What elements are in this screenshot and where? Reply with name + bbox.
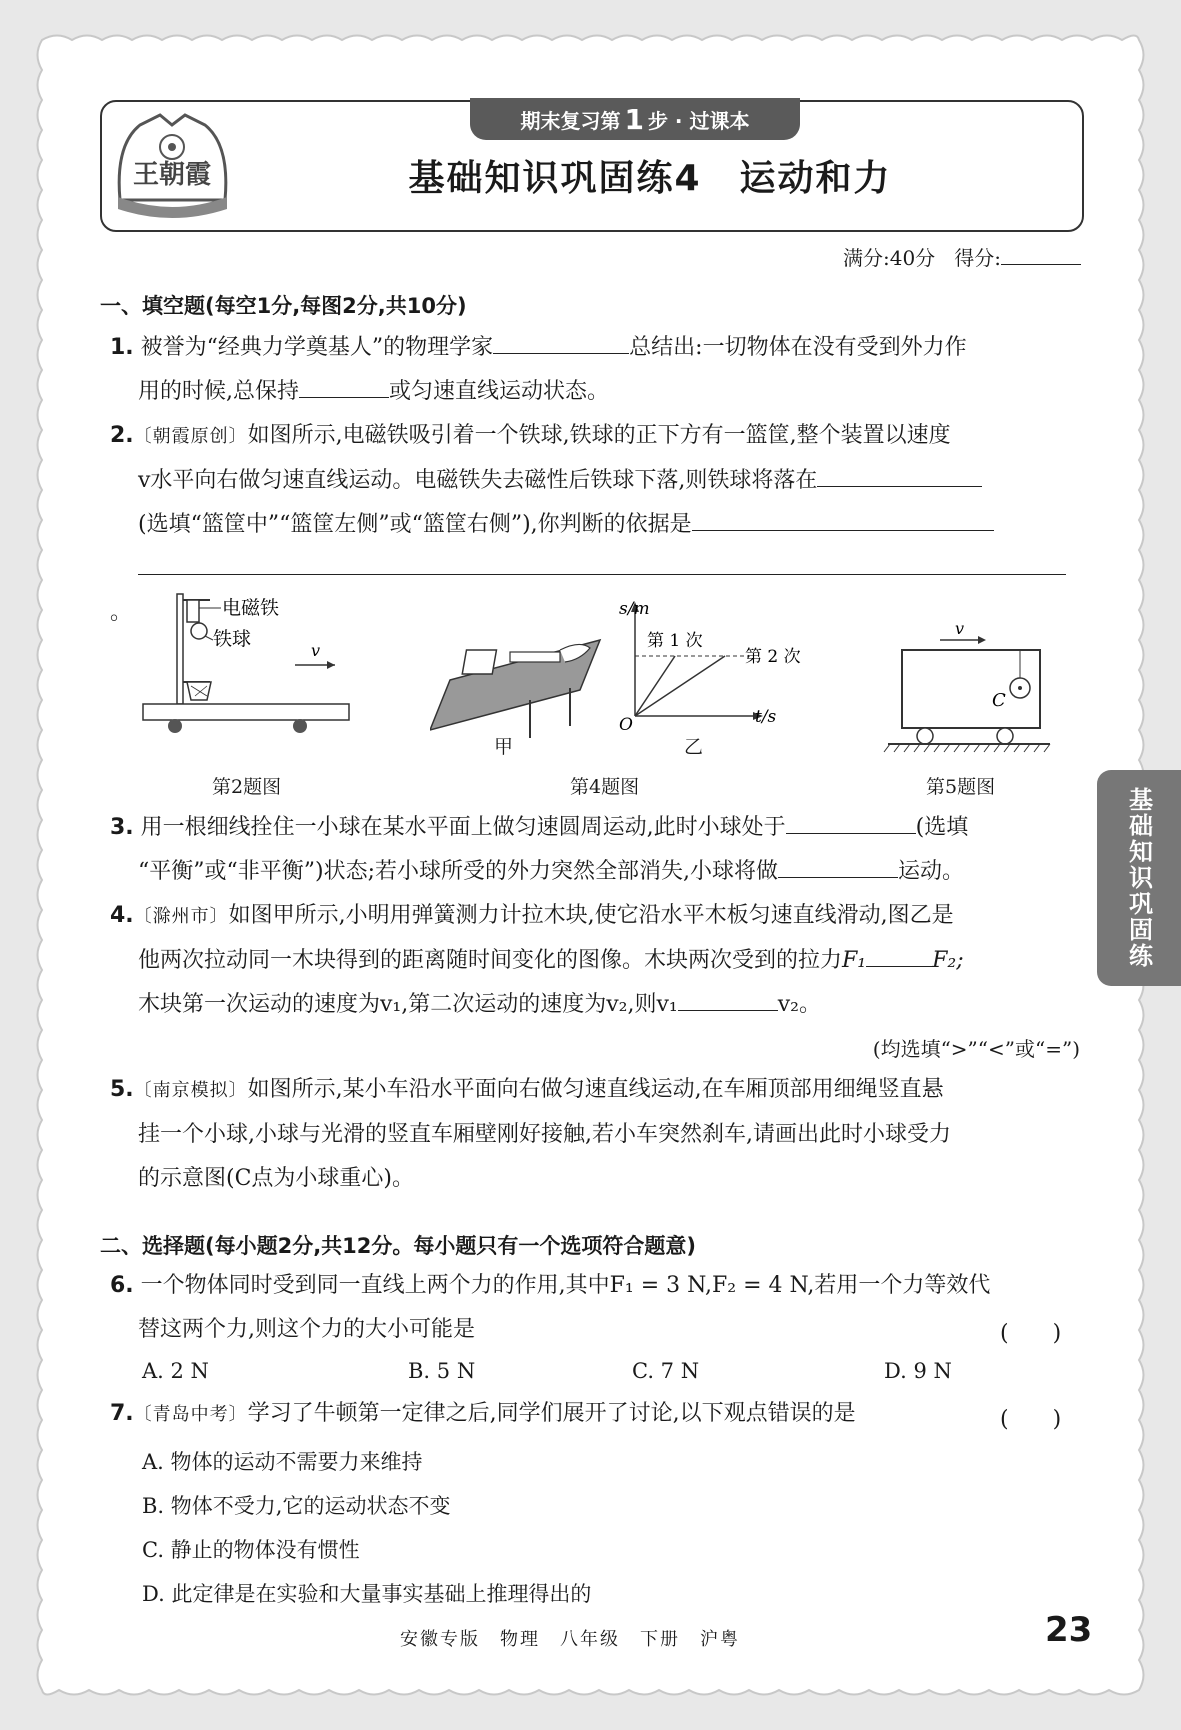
option-d[interactable]: D. 此定律是在实验和大量事实基础上推理得出的 <box>142 1582 592 1606</box>
series-first-label: 第 1 次 <box>647 631 703 651</box>
figure-4-yi-label: 乙 <box>684 736 704 758</box>
answer-blank[interactable] <box>678 988 778 1011</box>
question-6: 6. 一个物体同时受到同一直线上两个力的作用,其中F₁ = 3 N,F₂ = 4 N,若用一个力等效代 替这两个力,则这个力的大小可能是 <box>110 1273 991 1342</box>
axis-y-label: s/m <box>619 599 650 619</box>
label-center-c: C <box>992 690 1006 711</box>
series-second-label: 第 2 次 <box>745 647 801 667</box>
answer-blank[interactable] <box>138 552 1066 575</box>
section-heading-multiple-choice: 二、选择题(每小题2分,共12分。每小题只有一个选项符合题意) <box>100 1234 697 1258</box>
option-c[interactable]: C. 7 N <box>632 1359 700 1383</box>
answer-blank[interactable] <box>778 855 898 878</box>
option-d[interactable]: D. 9 N <box>884 1359 952 1383</box>
figure-5-caption: 第5题图 <box>926 776 996 798</box>
question-7: 7.〔青岛中考〕学习了牛顿第一定律之后,同学们展开了讨论,以下观点错误的是 <box>110 1401 856 1426</box>
label-ball: 铁球 <box>213 628 252 650</box>
question-3: 3. 用一根细线拴住一小球在某水平面上做匀速圆周运动,此时小球处于 (选填 “平衡”或“非平衡”)状态;若小球所受的外力突然全部消失,小球将做 运动。 <box>110 806 1080 894</box>
publisher-logo <box>110 105 235 223</box>
figure-4-jia-label: 甲 <box>494 736 514 758</box>
figure-2-caption: 第2题图 <box>212 776 282 798</box>
question-2: 2.〔朝霞原创〕如图所示,电磁铁吸引着一个铁球,铁球的正下方有一篮筐,整个装置以速度 v水平向右做匀速直线运动。电磁铁失去磁性后铁球下落,则铁球将落在 (选填“篮筐中”“篮筐左侧”或“篮筐右侧”),你判断的依据是 。 <box>110 414 1080 635</box>
answer-blank[interactable] <box>866 944 932 967</box>
answer-paren[interactable]: ( ) <box>1000 1321 1062 1346</box>
step-tab: 期末复习第 1 步 · 过课本 <box>470 98 800 140</box>
question-4: 4.〔滁州市〕如图甲所示,小明用弹簧测力计拉木块,使它沿水平木板匀速直线滑动,图乙是 他两次拉动同一木块得到的距离随时间变化的图像。木块两次受到的拉力F₁ F₂; 木块第一次运动的速度为v₁,第二次运动的速度为v₂,则v₁ v₂。 (均选填“>”“<”或“=”) <box>110 903 1080 1061</box>
side-tab: 基础知识巩固练 <box>1097 770 1181 986</box>
option-b[interactable]: B. 5 N <box>408 1359 476 1383</box>
origin-label: O <box>619 715 633 735</box>
label-magnet: 电磁铁 <box>222 597 280 619</box>
page-number: 23 <box>1045 1610 1093 1650</box>
option-a[interactable]: A. 2 N <box>142 1359 209 1383</box>
label-velocity: v <box>955 620 965 638</box>
question-5: 5.〔南京模拟〕如图所示,某小车沿水平面向右做匀速直线运动,在车厢顶部用细绳竖直悬 挂一个小球,小球与光滑的竖直车厢壁刚好接触,若小车突然刹车,请画出此时小球受力 的示意图(C点为小球重心)。 <box>110 1077 951 1191</box>
answer-blank[interactable] <box>786 811 916 834</box>
option-b[interactable]: B. 物体不受力,它的运动状态不变 <box>142 1494 451 1518</box>
figure-4-yi-graph <box>605 596 805 736</box>
option-a[interactable]: A. 物体的运动不需要力来维持 <box>142 1450 423 1474</box>
figure-2-diagram <box>135 590 365 750</box>
answer-blank[interactable] <box>692 508 994 531</box>
page-title: 基础知识巩固练4 运动和力 <box>408 158 892 199</box>
answer-paren[interactable]: ( ) <box>1000 1407 1062 1432</box>
footer-edition: 安徽专版 物理 八年级 下册 沪粤 <box>400 1629 740 1650</box>
figure-4-caption: 第4题图 <box>570 776 640 798</box>
answer-blank[interactable] <box>493 331 629 354</box>
section-heading-fill-blank: 一、填空题(每空1分,每图2分,共10分) <box>100 294 467 318</box>
figure-4-jia-diagram <box>430 630 610 750</box>
figure-5-diagram <box>880 620 1055 760</box>
answer-blank[interactable] <box>817 464 982 487</box>
question-1: 1. 被誉为“经典力学奠基人”的物理学家 总结出:一切物体在没有受到外力作 用的时候,总保持 或匀速直线运动状态。 <box>110 326 1080 414</box>
answer-blank[interactable] <box>299 375 389 398</box>
score-line: 满分:40分 得分: <box>843 242 1081 271</box>
label-velocity: v <box>311 641 321 660</box>
option-c[interactable]: C. 静止的物体没有惯性 <box>142 1538 360 1562</box>
axis-x-label: t/s <box>755 707 777 727</box>
svg-text:王朝霞: 王朝霞 <box>132 160 212 190</box>
